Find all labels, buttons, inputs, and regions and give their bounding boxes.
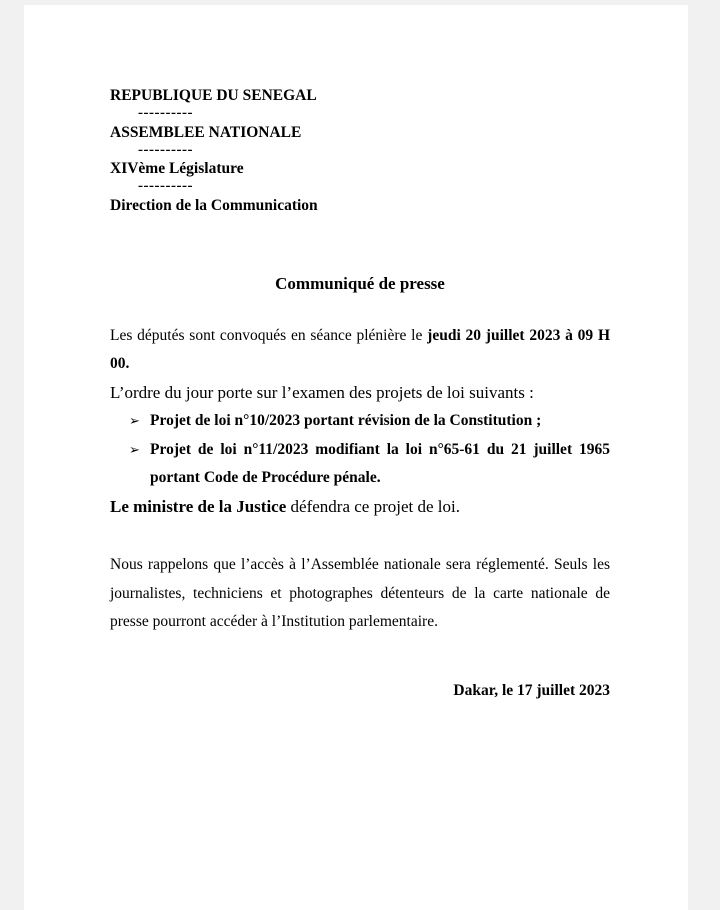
document-page bbox=[24, 5, 688, 910]
convocation-text: Les députés sont convoqués en séance plénière le bbox=[110, 326, 428, 344]
arrow-bullet-icon: ➢ bbox=[129, 414, 140, 429]
list-item bbox=[110, 407, 610, 436]
letterhead-separator: ---------- bbox=[138, 178, 193, 194]
arrow-bullet-icon: ➢ bbox=[129, 442, 140, 458]
agenda-list bbox=[110, 407, 610, 493]
letterhead-separator: ---------- bbox=[138, 141, 193, 158]
access-note-paragraph: Nous rappelons que l’accès à l’Assemblée nationale sera réglementé. Seuls les journalistes, techniciens et photographes détenteurs de la carte nationale de presse pourront accéder à l’Institution parlementaire. bbox=[110, 556, 610, 630]
letterhead-line-communication: Direction de la Communication bbox=[110, 196, 318, 214]
letterhead-line-republic: REPUBLIQUE DU SENEGAL bbox=[110, 87, 317, 104]
minister-bold-text: Le ministre de la Justice bbox=[110, 496, 287, 516]
minister-paragraph bbox=[110, 493, 610, 522]
minister-normal-text: défendra ce projet de loi. bbox=[286, 496, 460, 516]
letterhead-line-legislature: XIVème Législature bbox=[110, 160, 244, 177]
agenda-intro-paragraph: L’ordre du jour porte sur l’examen des projets de loi suivants : bbox=[110, 382, 534, 402]
convocation-paragraph bbox=[110, 322, 610, 379]
letterhead bbox=[110, 86, 610, 215]
agenda-item-text: Projet de loi n°11/2023 modifiant la loi n°65-61 du 21 juillet 1965 portant Code de Procédure pénale. bbox=[150, 440, 610, 486]
convocation-date-bold: jeudi 20 juillet 2023 à 09 H 00. bbox=[110, 326, 610, 372]
agenda-item-text: Projet de loi n°10/2023 portant révision de la Constitution ; bbox=[150, 412, 542, 429]
document-body bbox=[110, 322, 610, 706]
letterhead-separator: ---------- bbox=[138, 105, 193, 121]
page-content bbox=[24, 5, 688, 705]
letterhead-line-assembly: ASSEMBLEE NATIONALE bbox=[110, 123, 302, 141]
document-title: Communiqué de presse bbox=[275, 273, 445, 293]
list-item bbox=[110, 436, 610, 493]
dateline: Dakar, le 17 juillet 2023 bbox=[453, 681, 610, 699]
